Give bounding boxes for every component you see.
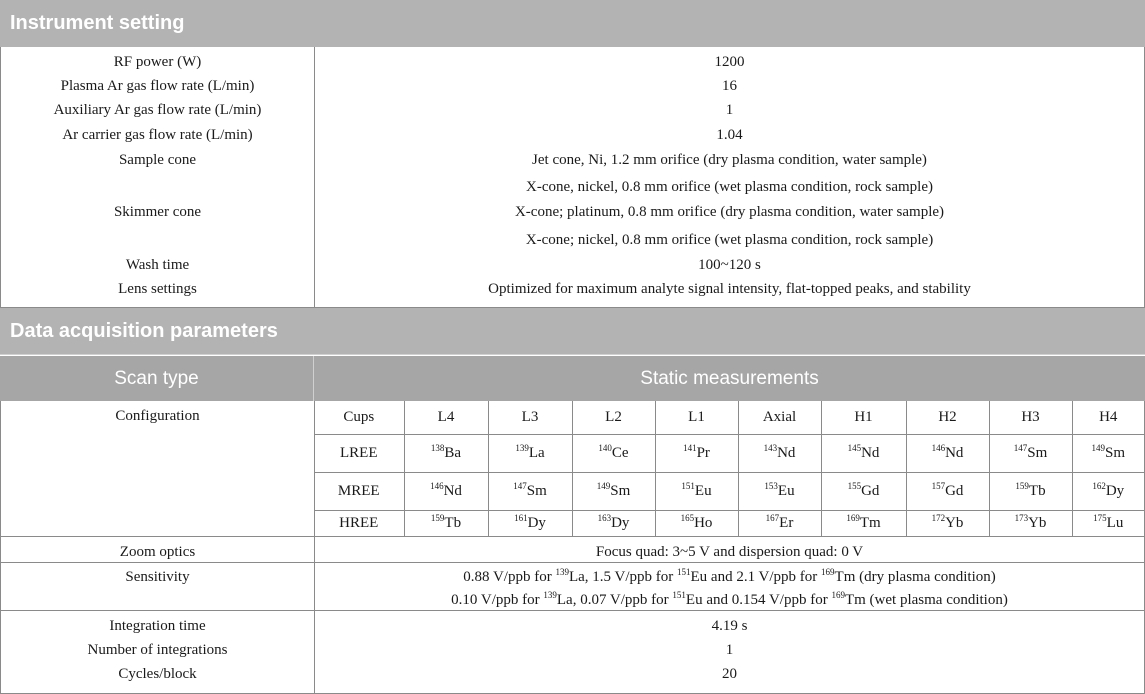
isotope-element: Sm <box>1104 444 1125 461</box>
isotope-cell <box>821 472 906 510</box>
row-value: X-cone; nickel, 0.8 mm orifice (wet plasma condition, rock sample) <box>525 231 934 248</box>
cups-header: H3 <box>989 401 1072 434</box>
isotope-mass: 151 <box>681 480 695 491</box>
sensitivity-text: 0.88 V/ppb for <box>463 568 556 585</box>
isotope-mass: 173 <box>1014 512 1029 523</box>
acquisition-section-header <box>0 308 1145 355</box>
table-row <box>1 277 1144 301</box>
isotope-element: Dy <box>1105 482 1125 499</box>
isotope-element: Dy <box>527 514 546 531</box>
cups-header: L3 <box>488 401 572 434</box>
isotope-element: Sm <box>1027 444 1048 461</box>
sensitivity-text: Tm (dry plasma condition) <box>834 568 996 585</box>
sensitivity-text: 0.10 V/ppb for <box>451 591 544 608</box>
isotope-cell <box>738 434 821 472</box>
isotope-element: Er <box>779 514 794 531</box>
isotope-mass: 153 <box>764 480 778 491</box>
isotope-mass: 169 <box>821 566 835 577</box>
table-row <box>1 50 1144 74</box>
isotope-element: Yb <box>945 514 964 531</box>
row-value: Optimized for maximum analyte signal intensity, flat-topped peaks, and stability <box>488 280 971 297</box>
table-row <box>1 148 1144 172</box>
cups-row-mree <box>314 472 1144 510</box>
row-label: Skimmer cone <box>113 203 202 220</box>
isotope-cell <box>572 472 655 510</box>
isotope-mass: 151 <box>672 589 686 600</box>
table-row <box>1 638 1144 662</box>
cups-header-row <box>314 401 1144 434</box>
table-row <box>1 98 1144 122</box>
cups-header: Axial <box>738 401 821 434</box>
isotope-element: Yb <box>1028 514 1047 531</box>
isotope-mass: 146 <box>430 480 444 491</box>
isotope-element: Nd <box>777 444 796 461</box>
row-label <box>1 175 314 199</box>
row-label: Auxiliary Ar gas flow rate (L/min) <box>53 101 262 118</box>
sensitivity-text: Eu and 0.154 V/ppb for <box>685 591 832 608</box>
isotope-mass: 175 <box>1093 512 1107 523</box>
isotope-element: Dy <box>611 514 630 531</box>
isotope-element: Tb <box>444 514 462 531</box>
isotope-mass: 141 <box>683 442 697 453</box>
instrument-section-title: Instrument setting <box>10 12 185 34</box>
cups-row-name: HREE <box>314 510 404 536</box>
isotope-element: Eu <box>777 482 795 499</box>
isotope-cell <box>738 472 821 510</box>
configuration-label: Configuration <box>115 407 200 424</box>
isotope-mass: 149 <box>1091 442 1105 453</box>
sensitivity-row-2 <box>1 588 1144 612</box>
isotope-cell <box>906 472 989 510</box>
row-value: 1200 <box>714 53 745 70</box>
row-label: Sample cone <box>118 151 197 168</box>
isotope-element: Ho <box>694 514 713 531</box>
zoom-value: Focus quad: 3~5 V and dispersion quad: 0 V <box>595 543 864 560</box>
isotope-mass: 147 <box>513 480 527 491</box>
isotope-mass: 139 <box>555 566 569 577</box>
table-row <box>1 175 1144 199</box>
cups-header: H2 <box>906 401 989 434</box>
isotope-element: Tb <box>1028 482 1046 499</box>
isotope-cell <box>655 434 738 472</box>
isotope-cell <box>906 510 989 536</box>
row-value: 20 <box>722 665 737 682</box>
isotope-cell <box>488 510 572 536</box>
isotope-cell <box>488 434 572 472</box>
isotope-mass: 172 <box>931 512 946 523</box>
row-label: Cycles/block <box>118 665 197 682</box>
isotope-element: Ce <box>611 444 629 461</box>
sensitivity-text: La, 1.5 V/ppb for <box>568 568 677 585</box>
zoom-label: Zoom optics <box>119 543 196 560</box>
cups-row-hree <box>314 510 1144 536</box>
isotope-element: Gd <box>861 482 880 499</box>
isotope-element: Ba <box>444 444 462 461</box>
cups-row-name: LREE <box>314 434 404 472</box>
sensitivity-text: Tm (wet plasma condition) <box>844 591 1008 608</box>
isotope-cell <box>404 472 488 510</box>
sensitivity-text: La, 0.07 V/ppb for <box>556 591 673 608</box>
row-label: Integration time <box>109 617 206 634</box>
isotope-cell <box>989 472 1072 510</box>
isotope-element: Nd <box>443 482 462 499</box>
isotope-mass: 161 <box>514 512 528 523</box>
row-value: 16 <box>722 77 737 94</box>
row-value: Jet cone, Ni, 1.2 mm orifice (dry plasma condition, water sample) <box>532 151 927 168</box>
cups-row-name: MREE <box>314 472 404 510</box>
scan-type-row <box>0 356 1145 401</box>
isotope-mass: 151 <box>677 566 691 577</box>
isotope-mass: 143 <box>763 442 778 453</box>
cups-header: L4 <box>404 401 488 434</box>
table-row <box>1 662 1144 686</box>
cups-header: Cups <box>314 401 404 434</box>
isotope-cell <box>488 472 572 510</box>
isotope-cell <box>655 510 738 536</box>
sensitivity-label: Sensitivity <box>125 568 190 585</box>
isotope-cell <box>821 510 906 536</box>
isotope-cell <box>1072 510 1144 536</box>
isotope-mass: 149 <box>596 480 611 491</box>
isotope-mass: 155 <box>847 480 862 491</box>
sensitivity-row <box>1 565 1144 589</box>
isotope-cell <box>572 510 655 536</box>
row-label: Plasma Ar gas flow rate (L/min) <box>60 77 255 94</box>
table-row <box>1 200 1144 224</box>
table-row <box>1 123 1144 147</box>
isotope-cell <box>989 510 1072 536</box>
table-row <box>1 614 1144 638</box>
isotope-mass: 163 <box>597 512 612 523</box>
row-value: 1.04 <box>716 126 743 143</box>
isotope-mass: 169 <box>846 512 860 523</box>
isotope-mass: 147 <box>1013 442 1028 453</box>
isotope-cell <box>404 434 488 472</box>
isotope-mass: 138 <box>430 442 445 453</box>
sensitivity-text: Eu and 2.1 V/ppb for <box>690 568 822 585</box>
isotope-element: Sm <box>526 482 547 499</box>
isotope-mass: 146 <box>931 442 946 453</box>
row-label <box>1 228 314 252</box>
isotope-mass: 157 <box>931 480 946 491</box>
cups-header: L2 <box>572 401 655 434</box>
isotope-element: La <box>528 444 545 461</box>
scan-type-value: Static measurements <box>640 367 819 389</box>
row-value: 1 <box>725 641 734 658</box>
isotope-cell <box>1072 472 1144 510</box>
zoom-row <box>1 540 1144 564</box>
isotope-mass: 139 <box>543 589 557 600</box>
cups-row-lree <box>314 434 1144 472</box>
row-label: RF power (W) <box>113 53 202 70</box>
isotope-element: Sm <box>610 482 631 499</box>
isotope-element: Gd <box>945 482 964 499</box>
isotope-mass: 145 <box>847 442 862 453</box>
isotope-cell <box>989 434 1072 472</box>
isotope-mass: 159 <box>1015 480 1029 491</box>
acquisition-section-title: Data acquisition parameters <box>10 319 278 342</box>
cups-header: L1 <box>655 401 738 434</box>
isotope-mass: 159 <box>430 512 445 523</box>
row-value: 100~120 s <box>698 256 761 273</box>
row-value: X-cone; platinum, 0.8 mm orifice (dry plasma condition, water sample) <box>514 203 945 220</box>
row-label: Number of integrations <box>87 641 228 658</box>
isotope-element: Eu <box>694 482 712 499</box>
cups-header: H4 <box>1072 401 1144 434</box>
isotope-element: Lu <box>1106 514 1124 531</box>
isotope-cell <box>572 434 655 472</box>
table-row <box>1 228 1144 252</box>
isotope-element: Pr <box>696 444 710 461</box>
isotope-cell <box>738 510 821 536</box>
isotope-cell <box>821 434 906 472</box>
isotope-mass: 140 <box>598 442 612 453</box>
isotope-mass: 139 <box>515 442 529 453</box>
scan-type-label: Scan type <box>114 367 199 389</box>
isotope-mass: 165 <box>680 512 695 523</box>
instrument-section-header <box>0 0 1145 47</box>
isotope-cell <box>906 434 989 472</box>
table-row <box>1 74 1144 98</box>
isotope-cell <box>1072 434 1144 472</box>
cups-header: H1 <box>821 401 906 434</box>
row-label: Wash time <box>125 256 190 273</box>
row-label: Ar carrier gas flow rate (L/min) <box>62 126 253 143</box>
isotope-cell <box>404 510 488 536</box>
isotope-mass: 169 <box>831 589 845 600</box>
isotope-mass: 162 <box>1092 480 1106 491</box>
row-value: X-cone, nickel, 0.8 mm orifice (wet plasma condition, rock sample) <box>526 178 933 195</box>
row-label: Lens settings <box>118 280 197 297</box>
instrument-table <box>0 47 1145 308</box>
isotope-cell <box>655 472 738 510</box>
sensitivity-line-1 <box>315 565 1144 589</box>
isotope-element: Nd <box>861 444 880 461</box>
row-value: 1 <box>725 101 734 118</box>
row-value: 4.19 s <box>711 617 748 634</box>
isotope-element: Tm <box>859 514 881 531</box>
isotope-element: Nd <box>945 444 964 461</box>
cups-table <box>314 401 1144 537</box>
sensitivity-line-2 <box>315 588 1144 612</box>
isotope-mass: 167 <box>765 512 780 523</box>
table-row <box>1 253 1144 277</box>
